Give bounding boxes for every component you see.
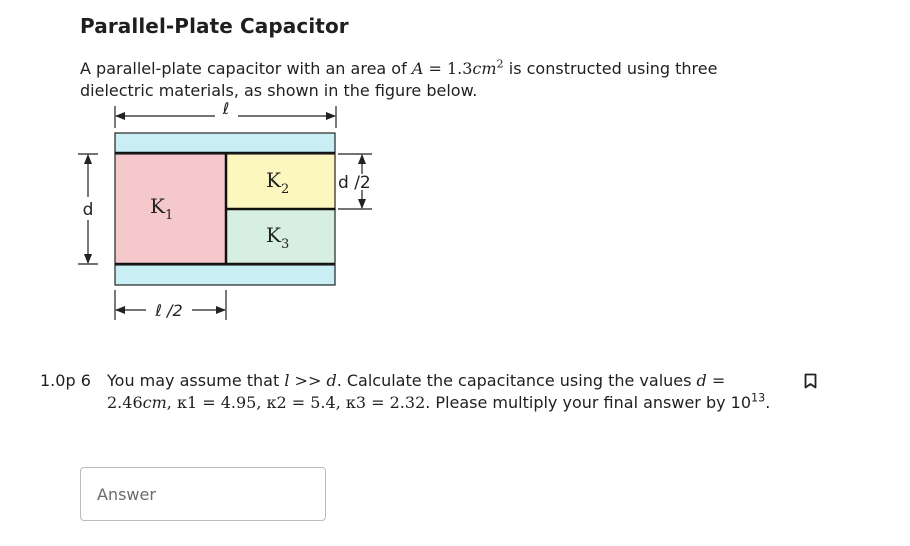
answer-input[interactable] [80, 467, 326, 521]
capacitor-figure [60, 100, 400, 334]
problem-intro [80, 58, 780, 102]
d-dimension [78, 154, 98, 264]
length-dimension [115, 100, 336, 128]
intro-area-expression: $A = 1.3cm^2$ [411, 57, 504, 78]
half-d-label: d /2 [338, 173, 371, 193]
question-points: 1.0p [40, 371, 76, 390]
half-d-dimension [338, 154, 372, 209]
bottom-plate [115, 265, 335, 285]
intro-text-after: is constructed using three dielectric materials, as shown in the figure below. [80, 59, 718, 100]
question-header [40, 370, 91, 392]
k3-label: $K_3$ [266, 223, 290, 252]
bookmark-flag-icon[interactable] [804, 373, 817, 389]
intro-text-before: A parallel-plate capacitor with an area of [80, 59, 412, 78]
d-label: d [82, 200, 94, 220]
length-label: ℓ [222, 100, 230, 118]
k2-label: $K_2$ [266, 168, 290, 197]
top-plate [115, 133, 335, 153]
page-title: Parallel-Plate Capacitor [80, 14, 349, 38]
half-length-label: ℓ /2 [155, 301, 183, 320]
half-length-dimension [115, 290, 226, 320]
question-number: 6 [80, 371, 91, 390]
k1-label: $K_1$ [150, 194, 174, 223]
question-text: You may assume that l >> d. Calculate the capacitance using the values d = 2.46cm, κ1 = 4.95, κ2 = 5.4, κ3 = 2.32. Please multiply your final answer by $10^{13}$. [107, 371, 771, 412]
